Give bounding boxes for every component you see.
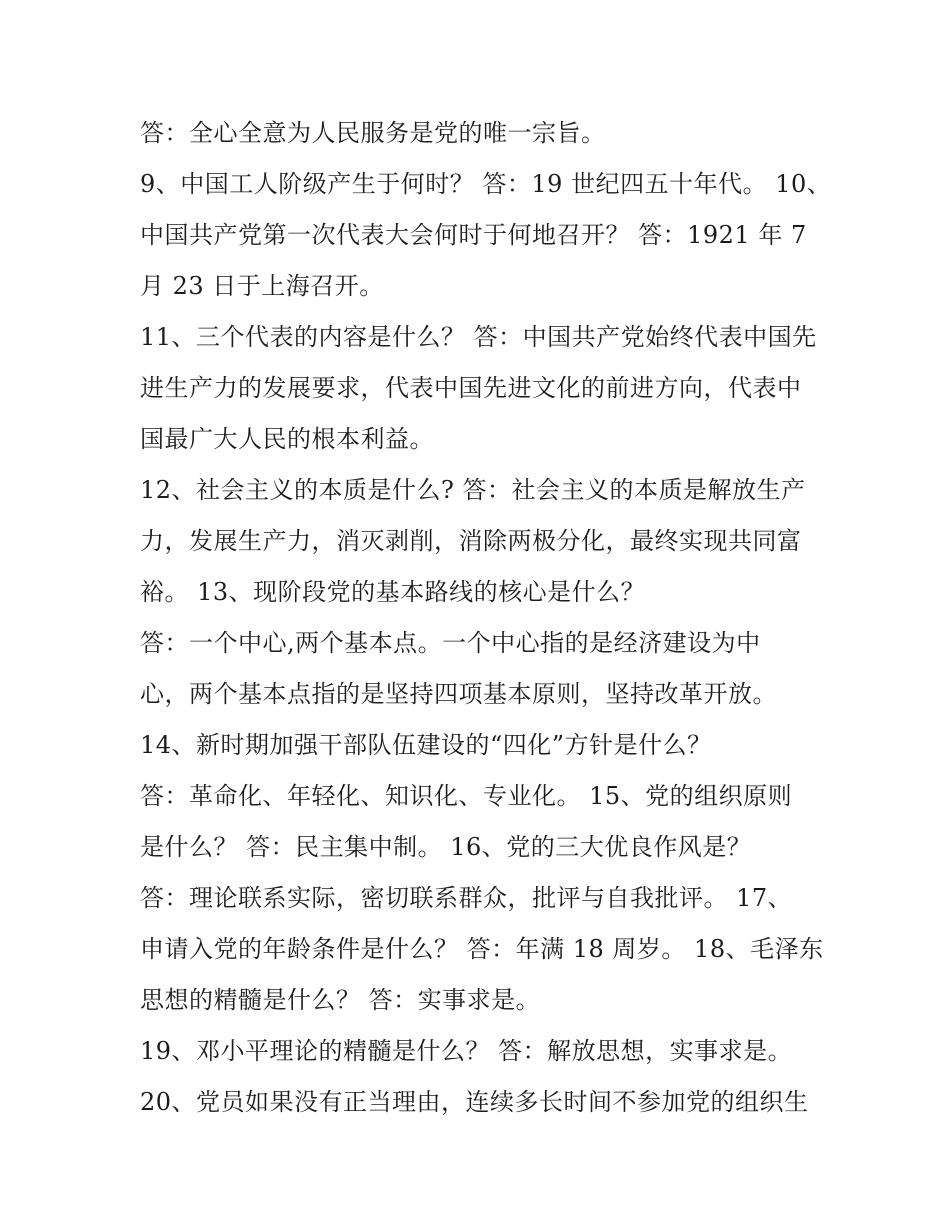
text-line: 心，两个基本点指的是坚持四项基本原则，坚持改革开放。 — [140, 680, 777, 708]
text-line: 答：革命化、年轻化、知识化、专业化。 15、党的组织原则 — [140, 782, 793, 810]
text-line: 裕。 13、现阶段党的基本路线的核心是什么？ — [140, 578, 646, 606]
text-line: 思想的精髓是什么？ 答：实事求是。 — [140, 986, 541, 1014]
text-line: 19、邓小平理论的精髓是什么？ 答：解放思想，实事求是。 — [140, 1037, 793, 1065]
text-line: 12、社会主义的本质是什么? 答：社会主义的本质是解放生产 — [140, 476, 806, 504]
text-line: 是什么？ 答：民主集中制。 16、党的三大优良作风是？ — [140, 833, 752, 861]
text-line: 答：一个中心,两个基本点。一个中心指的是经济建设为中 — [140, 629, 761, 657]
text-line: 答：全心全意为人民服务是党的唯一宗旨。 — [140, 119, 606, 147]
text-line: 进生产力的发展要求，代表中国先进文化的前进方向，代表中 — [140, 374, 802, 402]
text-line: 国最广大人民的根本利益。 — [140, 425, 434, 453]
text-line: 答：理论联系实际，密切联系群众，批评与自我批评。 17、 — [140, 884, 793, 912]
text-line: 20、党员如果没有正当理由，连续多长时间不参加党的组织生 — [140, 1088, 809, 1116]
text-line: 申请入党的年龄条件是什么？ 答：年满 18 周岁。 18、毛泽东 — [140, 935, 824, 963]
text-line: 月 23 日于上海召开。 — [140, 272, 384, 300]
text-line: 14、新时期加强干部队伍建设的“四化”方针是什么？ — [140, 731, 712, 759]
text-line: 力，发展生产力，消灭剥削，消除两极分化，最终实现共同富 — [140, 527, 802, 555]
text-line: 11、三个代表的内容是什么？ 答：中国共产党始终代表中国先 — [140, 323, 817, 351]
text-line: 9、中国工人阶级产生于何时？ 答：19 世纪四五十年代。 10、 — [140, 170, 832, 198]
text-line: 中国共产党第一次代表大会何时于何地召开？ 答：1921 年 7 — [140, 221, 807, 249]
document-body — [140, 108, 830, 1128]
